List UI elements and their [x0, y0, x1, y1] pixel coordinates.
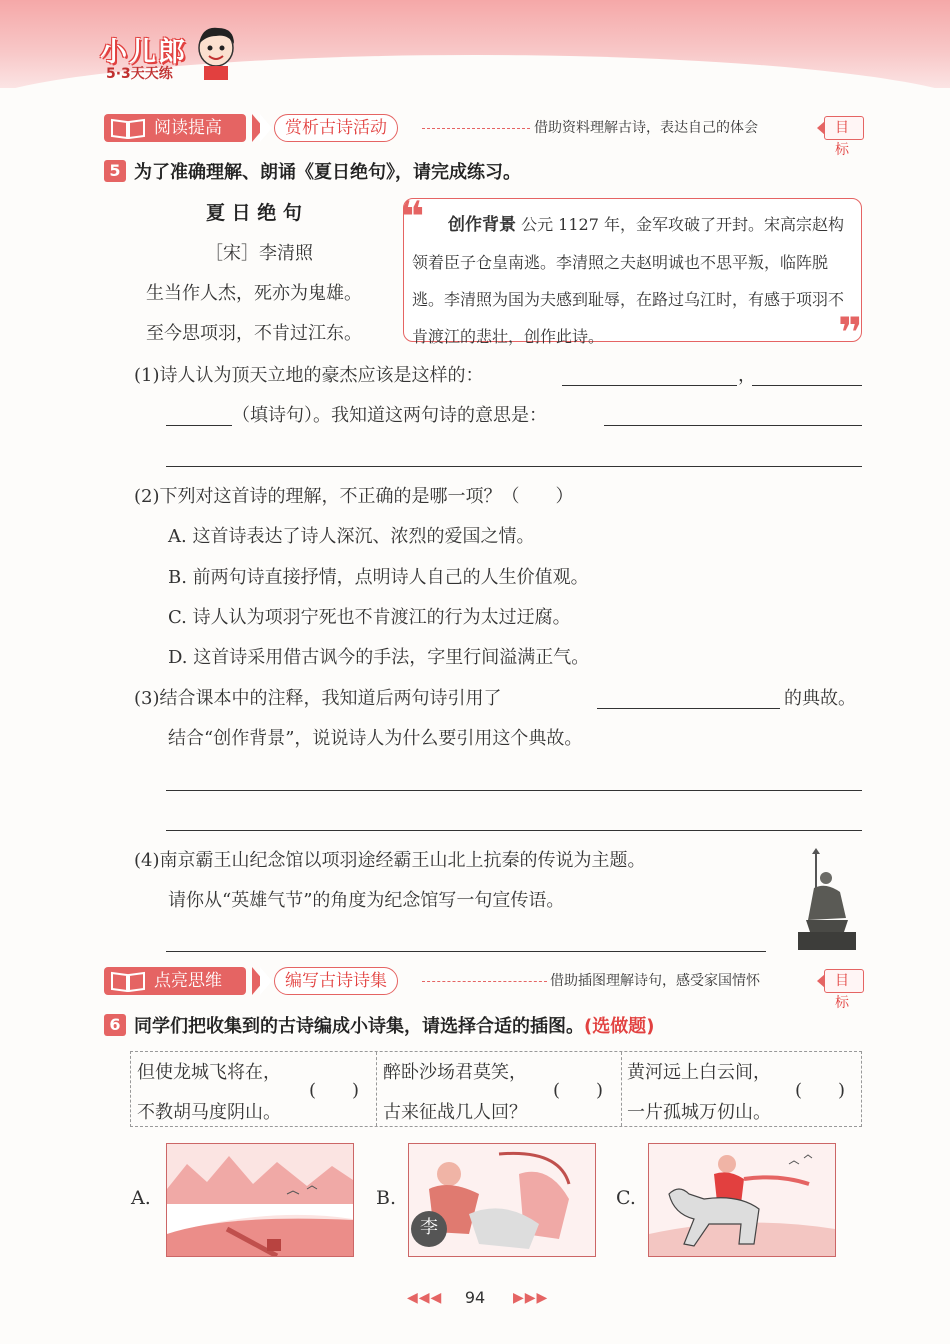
page-next-arrows-icon: ▶▶▶: [513, 1290, 549, 1306]
poem-options-table: [130, 1051, 862, 1127]
image-b-battle[interactable]: [408, 1143, 596, 1257]
q5-part4-prompt: (4)南京霸王山纪念馆以项羽途经霸王山北上抗秦的传说为主题。: [134, 850, 646, 871]
section-title: 阅读提高: [104, 114, 246, 142]
image-a-great-wall[interactable]: [166, 1143, 354, 1257]
answer-paren[interactable]: ( ): [795, 1080, 846, 1101]
section-arrow-inner: [260, 967, 272, 995]
section-bar-thinking: [104, 967, 864, 1011]
answer-line[interactable]: [166, 465, 862, 467]
cell-divider: [621, 1052, 622, 1126]
question-title: 为了准确理解、朗诵《夏日绝句》，请完成练习。: [134, 162, 521, 183]
horse-rider-icon: [649, 1144, 835, 1256]
q5-part3-prompt: (3)结合课本中的注释，我知道后两句诗引用了: [134, 688, 502, 709]
great-wall-landscape-icon: [167, 1144, 353, 1256]
cell-divider: [376, 1052, 377, 1126]
open-quote-icon: ❝: [400, 192, 425, 241]
optional-tag: (选做题): [584, 1016, 655, 1037]
section-subtitle: 赏析古诗活动: [274, 114, 398, 142]
answer-line[interactable]: [166, 424, 232, 426]
section-goal: 借助插图理解诗句，感受家国情怀: [550, 973, 760, 989]
option-a: A. 这首诗表达了诗人深沉、浓烈的爱国之情。: [168, 526, 535, 547]
poem-line: 不教胡马度阴山。: [137, 1102, 281, 1123]
section-arrow-inner: [260, 114, 272, 142]
page-prev-arrows-icon: ◀◀◀: [407, 1290, 443, 1306]
poem-author: ［宋］李清照: [205, 243, 313, 264]
q5-part1-prompt-2: （填诗句）。我知道这两句诗的意思是：: [232, 405, 547, 426]
option-b: B. 前两句诗直接抒情，点明诗人自己的人生价值观。: [168, 567, 589, 588]
goal-tag: 目标: [824, 969, 864, 993]
poem-title: 夏 日 绝 句: [206, 202, 302, 224]
background-text-block: [412, 206, 858, 355]
question-number: 6: [104, 1014, 126, 1036]
answer-line[interactable]: [752, 384, 862, 386]
section-title: 点亮思维: [104, 967, 246, 995]
background-text: 公元 1127 年，金军攻破了开封。宋高宗赵构领着臣子仓皇南逃。李清照之夫赵明诚也不思平叛，临阵脱逃。李清照为国为夫感到耻辱，在路过乌江时，有感于项羽不肯渡江的悲壮，创作此诗。: [412, 215, 845, 346]
poem-line: 古来征战几人回？: [383, 1102, 527, 1123]
option-d: D. 这首诗采用借古讽今的手法，字里行间溢满正气。: [168, 647, 590, 668]
q5-part3-prompt-2: 结合“创作背景”，说说诗人为什么要引用这个典故。: [168, 728, 583, 749]
answer-line[interactable]: [166, 829, 862, 831]
logo-subtitle: 5·3天天练: [106, 66, 173, 82]
book-icon: [110, 117, 146, 139]
logo-title: 小儿郎: [100, 37, 187, 68]
poem-cell-1: [137, 1052, 373, 1126]
comma: ，: [738, 365, 756, 386]
poem-line-1: 生当作人杰，死亦为鬼雄。: [146, 283, 362, 304]
poem-line: 一片孤城万仞山。: [627, 1102, 771, 1123]
option-c: C. 诗人认为项羽宁死也不肯渡江的行为太过迂腐。: [168, 607, 571, 628]
image-label-b: B.: [376, 1187, 397, 1209]
section-goal: 借助资料理解古诗，表达自己的体会: [534, 120, 758, 136]
background-label: 创作背景: [448, 215, 516, 235]
mascot-boy-icon: [190, 22, 242, 80]
question-title: 同学们把收集到的古诗编成小诗集，请选择合适的插图。(选做题): [134, 1016, 655, 1037]
page-number: 94: [464, 1288, 486, 1307]
section-bar-reading: [104, 114, 864, 158]
close-quote-icon: ❞: [838, 308, 863, 357]
image-label-a: A.: [131, 1187, 151, 1209]
question-number: 5: [104, 160, 126, 182]
section-subtitle: 编写古诗诗集: [274, 967, 398, 995]
goal-tag: 目标: [824, 116, 864, 140]
seal-character: 李: [420, 1217, 438, 1238]
q5-part4-prompt-2: 请你从“英雄气节”的角度为纪念馆写一句宣传语。: [168, 890, 565, 911]
answer-line[interactable]: [166, 950, 766, 952]
poem-line: 黄河远上白云间，: [627, 1062, 771, 1083]
answer-paren[interactable]: ( ): [309, 1080, 360, 1101]
answer-line[interactable]: [562, 384, 737, 386]
q5-part3-suffix: 的典故。: [784, 688, 856, 709]
poem-line: 醉卧沙场君莫笑，: [383, 1062, 527, 1083]
image-label-c: C.: [616, 1187, 636, 1209]
xiang-yu-statue-icon: [788, 848, 862, 952]
dashed-line: [422, 981, 547, 982]
book-icon: [110, 970, 146, 992]
answer-line[interactable]: [166, 789, 862, 791]
poem-cell-2: [383, 1052, 619, 1126]
poem-line-2: 至今思项羽，不肯过江东。: [146, 323, 362, 344]
answer-line[interactable]: [604, 424, 862, 426]
image-c-rider[interactable]: [648, 1143, 836, 1257]
poem-line: 但使龙城飞将在，: [137, 1062, 281, 1083]
poem-cell-3: [627, 1052, 859, 1126]
q5-part2-prompt: (2)下列对这首诗的理解，不正确的是哪一项？（ ）: [134, 486, 574, 507]
q5-part1-prompt: (1)诗人认为顶天立地的豪杰应该是这样的：: [134, 365, 484, 386]
answer-line[interactable]: [597, 707, 780, 709]
dashed-line: [422, 128, 530, 129]
answer-paren[interactable]: ( ): [553, 1080, 604, 1101]
